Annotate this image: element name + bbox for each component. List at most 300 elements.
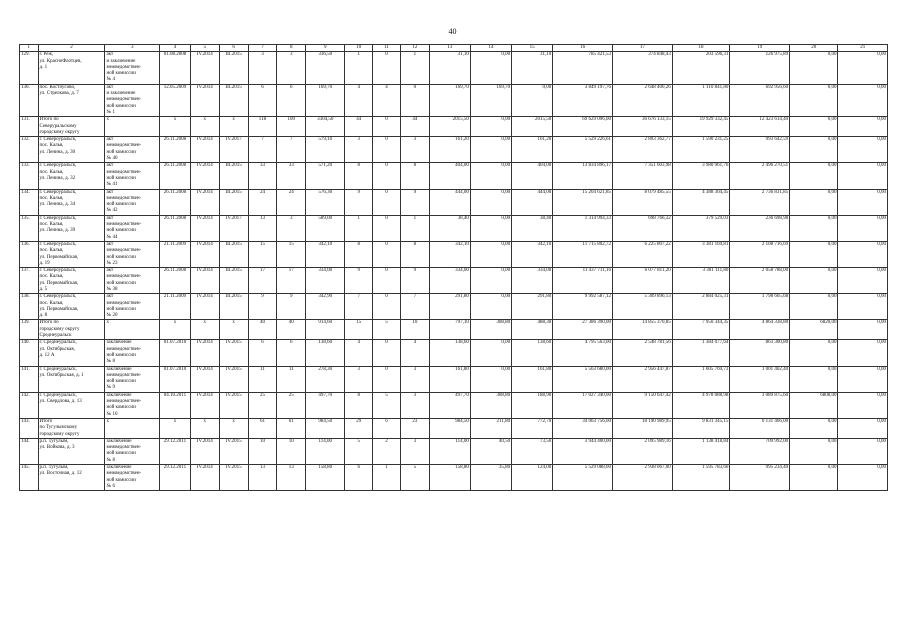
table-cell: III.2015 xyxy=(219,52,248,84)
table-cell: 2 496 270,51 xyxy=(730,163,790,189)
column-number-cell: 21 xyxy=(838,45,888,52)
table-cell: 25 xyxy=(277,392,306,418)
table-row xyxy=(20,294,888,320)
table-cell: р.п. Тугулым, ул. Войкова, д. 3 xyxy=(38,438,105,464)
table-cell: заключение межведомствен- ной комиссии № 9 xyxy=(105,366,160,392)
table-cell: 336,50 xyxy=(306,52,345,84)
table-cell: 7 xyxy=(400,294,429,320)
table-cell: 0,00 xyxy=(838,366,888,392)
table-cell: 29.12.2011 xyxy=(160,438,191,464)
column-number-cell: 12 xyxy=(400,45,429,52)
table-cell: 4 978 088,98 xyxy=(672,392,730,418)
table-cell: 132. xyxy=(20,137,39,163)
table-cell: IV.2014 xyxy=(190,366,219,392)
column-number-cell: 1 xyxy=(20,45,39,52)
table-cell: IV.2015 xyxy=(219,465,248,491)
table-cell: акт межведомствен- ной комиссии № 42 xyxy=(105,189,160,215)
table-cell: 0,00 xyxy=(470,189,511,215)
table-cell: 291,80 xyxy=(512,294,553,320)
table-cell: 5 529 226,61 xyxy=(553,137,613,163)
table-cell: 5 xyxy=(400,465,429,491)
table-cell: IV.2015 xyxy=(219,366,248,392)
table-cell: 0,00 xyxy=(838,294,888,320)
table-cell: x xyxy=(105,320,160,340)
table-cell: 5 xyxy=(373,320,401,340)
table-row xyxy=(20,137,888,163)
table-cell: 14 855 370,85 xyxy=(612,320,672,340)
table-cell: 13 xyxy=(248,465,277,491)
table-cell: 2 893 362,77 xyxy=(612,137,672,163)
table-cell: 134. xyxy=(20,189,39,215)
column-number-cell: 17 xyxy=(612,45,672,52)
table-cell: 0,00 xyxy=(838,418,888,438)
table-cell: 13 xyxy=(277,465,306,491)
table-cell: 19 929 332,45 xyxy=(672,117,730,137)
table-cell: 7 950 344,35 xyxy=(672,320,730,340)
table-cell: 0,00 xyxy=(838,163,888,189)
table-cell: Итого по городскому округу Среднеуральск xyxy=(38,320,105,340)
table-cell: 0,00 xyxy=(790,163,838,189)
table-cell: 3 xyxy=(248,52,277,84)
table-cell: 04.10.2011 xyxy=(160,392,191,418)
table-cell: 8 xyxy=(400,241,429,267)
table-cell: 169,70 xyxy=(470,84,511,116)
table-cell: 308,80 xyxy=(470,320,511,340)
table-cell: р.п. Тугулым, ул. Восточная, д. 12 xyxy=(38,465,105,491)
table-cell: 589,00 xyxy=(306,215,345,241)
table-cell: 2 736 831,85 xyxy=(730,189,790,215)
table-cell: 138. xyxy=(20,294,39,320)
table-cell: 0,00 xyxy=(790,137,838,163)
table-cell: 8 079 485,55 xyxy=(612,189,672,215)
table-cell: 73,50 xyxy=(512,438,553,464)
table-cell: 17 xyxy=(277,268,306,294)
table-cell: 01.07.2010 xyxy=(160,366,191,392)
table-cell: 709 992,00 xyxy=(730,438,790,464)
table-cell: 0 xyxy=(373,117,401,137)
table-cell: 772,70 xyxy=(512,418,553,438)
table-cell: 0 xyxy=(400,84,429,116)
table-cell: 0 xyxy=(373,294,401,320)
table-row xyxy=(20,366,888,392)
column-number-cell: 13 xyxy=(429,45,470,52)
table-cell: 10 xyxy=(277,438,306,464)
table-cell: 3 xyxy=(277,215,306,241)
table-cell: 2015,50 xyxy=(429,117,470,137)
table-cell: x xyxy=(105,418,160,438)
table-cell: 3 xyxy=(400,438,429,464)
table-cell: 6 131 466,00 xyxy=(730,418,790,438)
table-cell: 9 xyxy=(345,268,373,294)
table-cell: 15 204 621,85 xyxy=(553,189,613,215)
table-cell: г. Североуральск, пос. Калья, ул. Ленина, д. 30 xyxy=(38,137,105,163)
table-cell: 3 089 875,60 xyxy=(730,392,790,418)
table-cell: 0,00 xyxy=(470,52,511,84)
table-cell: 0 xyxy=(373,189,401,215)
table-row xyxy=(20,117,888,137)
table-cell: 118 xyxy=(248,117,277,137)
table-cell: 169,70 xyxy=(306,84,345,116)
table-cell: 6 225 807,22 xyxy=(612,241,672,267)
table-cell: 61 xyxy=(277,418,306,438)
table-row xyxy=(20,465,888,491)
table-cell: 10 xyxy=(400,320,429,340)
table-cell: 129. xyxy=(20,52,39,84)
table-cell: 0,00 xyxy=(790,189,838,215)
table-cell: 38,40 xyxy=(512,215,553,241)
table-cell: г. Североуральск, пос. Калья, ул. Ленина, д. 39 xyxy=(38,215,105,241)
table-cell: 5 563 680,00 xyxy=(553,366,613,392)
table-cell: 308,80 xyxy=(470,392,511,418)
table-cell: 145. xyxy=(20,465,39,491)
table-cell: 0,00 xyxy=(838,438,888,464)
table-cell: 6 xyxy=(248,84,277,116)
table-cell: IV.2014 xyxy=(190,163,219,189)
table-cell: 5 309 896,13 xyxy=(612,294,672,320)
table-cell: 26.11.2008 xyxy=(160,137,191,163)
table-cell: 0,00 xyxy=(838,84,888,116)
table-cell: 33 xyxy=(248,163,277,189)
table-cell: 579,10 xyxy=(306,137,345,163)
table-cell: 9 831 345,15 xyxy=(672,418,730,438)
table-cell: 0 xyxy=(373,52,401,84)
table-cell: 142. xyxy=(20,392,39,418)
table-cell: 01.07.2010 xyxy=(160,340,191,366)
table-cell: 1 590 231,25 xyxy=(672,137,730,163)
table-cell: 2 108 716,69 xyxy=(730,241,790,267)
table-cell: 11 715 802,72 xyxy=(553,241,613,267)
table-cell: 1 xyxy=(345,52,373,84)
table-cell: 0,00 xyxy=(470,163,511,189)
table-cell: 334,00 xyxy=(512,268,553,294)
table-cell: 497,70 xyxy=(429,392,470,418)
table-cell: г. Североуральск, пос. Калья, ул. Ленина, д. 32 xyxy=(38,163,105,189)
table-cell: 12 423 614,40 xyxy=(730,117,790,137)
column-number-cell: 14 xyxy=(470,45,511,52)
table-cell: 4 xyxy=(400,340,429,366)
table-cell: 137. xyxy=(20,268,39,294)
table-cell: 188,90 xyxy=(512,392,553,418)
table-cell: IV.2017 xyxy=(219,137,248,163)
table-cell: IV.2014 xyxy=(190,137,219,163)
table-cell: 0 xyxy=(373,241,401,267)
table-cell: 2 938 067,00 xyxy=(612,465,672,491)
table-cell: 6 077 811,20 xyxy=(612,268,672,294)
table-cell: 0,00 xyxy=(470,294,511,320)
table-cell: акт межведомствен- ной комиссии № 23 xyxy=(105,241,160,267)
column-number-cell: 3 xyxy=(105,45,160,52)
table-cell: г. Североуральск, пос. Калья, ул. Первомайская, д. 19 xyxy=(38,241,105,267)
table-cell: 404,00 xyxy=(429,163,470,189)
table-cell: 0,00 xyxy=(838,392,888,418)
table-cell: 69 629 096,00 xyxy=(553,117,613,137)
table-cell: 984,50 xyxy=(306,418,345,438)
table-row xyxy=(20,392,888,418)
table-cell: 40 xyxy=(277,320,306,340)
table-cell: IV.2015 xyxy=(219,340,248,366)
table-cell: 143. xyxy=(20,418,39,438)
table-cell: 13 xyxy=(248,215,277,241)
table-cell: 1 384 077,64 xyxy=(672,340,730,366)
table-cell: 7 xyxy=(345,294,373,320)
table-cell: 11 xyxy=(248,366,277,392)
table-row xyxy=(20,52,888,84)
table-row xyxy=(20,241,888,267)
table-cell: 0,00 xyxy=(790,418,838,438)
table-cell: 0,00 xyxy=(470,241,511,267)
table-cell: 01.08.2008 xyxy=(160,52,191,84)
table-cell: 169,70 xyxy=(429,84,470,116)
table-cell: 114,00 xyxy=(306,438,345,464)
table-cell: 2 884 025,31 xyxy=(672,294,730,320)
column-number-cell: 9 xyxy=(306,45,345,52)
table-row xyxy=(20,84,888,116)
table-cell: IV.2014 xyxy=(190,268,219,294)
table-cell: 4 795 563,00 xyxy=(553,340,613,366)
table-cell: 1 xyxy=(345,215,373,241)
table-cell: IV.2014 xyxy=(190,438,219,464)
table-cell: x xyxy=(190,117,219,137)
table-cell: 0,00 xyxy=(838,189,888,215)
table-cell: 10 xyxy=(248,438,277,464)
table-cell: 3 xyxy=(345,137,373,163)
table-cell: 6820,00 xyxy=(790,320,838,340)
table-cell: 26.11.2008 xyxy=(160,215,191,241)
table-cell: 26.11.2008 xyxy=(160,189,191,215)
table-cell: 9 xyxy=(345,189,373,215)
table-cell: 26.11.2008 xyxy=(160,268,191,294)
table-cell: 11 xyxy=(277,366,306,392)
table-cell: 0 xyxy=(373,163,401,189)
table-cell: 1 001 462,40 xyxy=(730,366,790,392)
table-cell: 334,00 xyxy=(306,268,345,294)
table-cell: 15 xyxy=(248,241,277,267)
table-cell: 0,00 xyxy=(838,215,888,241)
table-cell: г. Реж, ул. КрасноФлотцев, д. 1 xyxy=(38,52,105,84)
table-cell: 38,40 xyxy=(429,215,470,241)
table-cell: 0,00 xyxy=(470,215,511,241)
table-cell: 26.11.2008 xyxy=(160,163,191,189)
table-cell: 161,20 xyxy=(512,137,553,163)
table-row xyxy=(20,163,888,189)
table-cell: заключение межведомствен- ной комиссии № 10 xyxy=(105,392,160,418)
table-cell: 1 314 994,33 xyxy=(553,215,613,241)
table-cell: 130. xyxy=(20,84,39,116)
table-cell: 278,30 xyxy=(306,366,345,392)
table-cell: 35,80 xyxy=(470,465,511,491)
table-cell: 0,00 xyxy=(790,366,838,392)
table-cell: 0,00 xyxy=(838,137,888,163)
table-cell: IV.2014 xyxy=(190,241,219,267)
table-cell: 7 351 603,98 xyxy=(612,163,672,189)
table-cell: 488,30 xyxy=(512,320,553,340)
table-cell: 9 xyxy=(248,294,277,320)
table-cell: 3 xyxy=(345,366,373,392)
table-cell: 29 xyxy=(345,418,373,438)
table-cell: 914,60 xyxy=(306,320,345,340)
table-cell: 2 648 400,26 xyxy=(612,84,672,116)
table-cell: 133. xyxy=(20,163,39,189)
table-cell: заключение межведомствен- ной комиссии № 8 xyxy=(105,340,160,366)
table-cell: 2 548 781,56 xyxy=(612,340,672,366)
table-cell: x xyxy=(219,320,248,340)
table-cell: 0,00 xyxy=(838,117,888,137)
table-cell: г. Североуральск, пос. Калья, ул. Первомайская, д. 8 xyxy=(38,294,105,320)
table-cell: 114,00 xyxy=(429,438,470,464)
table-cell: акт межведомствен- ной комиссии № 44 xyxy=(105,215,160,241)
table-row xyxy=(20,340,888,366)
table-cell: 0,00 xyxy=(790,84,838,116)
table-cell: 11 437 711,16 xyxy=(553,268,613,294)
table-cell: 7 xyxy=(248,137,277,163)
table-cell: 3 944 400,00 xyxy=(553,438,613,464)
table-row xyxy=(20,189,888,215)
table-cell: x xyxy=(160,418,191,438)
table-cell: 25 xyxy=(248,392,277,418)
table-cell: 15 xyxy=(345,320,373,340)
table-cell: 995 234,40 xyxy=(730,465,790,491)
table-cell: 5 xyxy=(345,438,373,464)
table-cell: x xyxy=(190,418,219,438)
table-cell: 9 992 587,12 xyxy=(553,294,613,320)
column-number-cell: 19 xyxy=(730,45,790,52)
table-cell: 0 xyxy=(373,215,401,241)
table-cell: 138,60 xyxy=(429,340,470,366)
table-cell: 0,00 xyxy=(512,84,553,116)
table-cell: 3304,50 xyxy=(306,117,345,137)
table-cell: 31,10 xyxy=(429,52,470,84)
table-cell: III.2015 xyxy=(219,294,248,320)
table-cell: IV.2014 xyxy=(190,340,219,366)
table-cell: 0,00 xyxy=(838,465,888,491)
table-cell: 2 956 447,87 xyxy=(612,366,672,392)
table-cell: IV.2014 xyxy=(190,392,219,418)
table-cell: 0,00 xyxy=(790,438,838,464)
table-cell: IV.2014 xyxy=(190,294,219,320)
table-cell: 444,00 xyxy=(429,189,470,215)
column-number-cell: 2 xyxy=(38,45,105,52)
table-cell: 138,60 xyxy=(306,340,345,366)
table-cell: 576,30 xyxy=(306,189,345,215)
table-cell: 444,00 xyxy=(512,189,553,215)
table-cell: 141. xyxy=(20,366,39,392)
table-cell: 0,00 xyxy=(470,137,511,163)
table-cell: Итого по Тугулымскому городскому округу xyxy=(38,418,105,438)
table-cell: 4 388 304,45 xyxy=(672,189,730,215)
table-cell: 203 596,31 xyxy=(672,52,730,84)
table-cell: x xyxy=(219,418,248,438)
table-cell: 7 xyxy=(277,137,306,163)
page-number: 40 xyxy=(448,27,457,36)
table-cell: 124,00 xyxy=(512,465,553,491)
table-cell: 698 766,32 xyxy=(612,215,672,241)
table-cell: 0,00 xyxy=(838,320,888,340)
table-cell: 6 xyxy=(345,465,373,491)
table-cell: 158,80 xyxy=(429,465,470,491)
table-cell: 27 386 390,00 xyxy=(553,320,613,340)
table-cell: 4 864 338,80 xyxy=(730,320,790,340)
table-cell: IV.2014 xyxy=(190,52,219,84)
table-row xyxy=(20,268,888,294)
column-number-cell: 10 xyxy=(345,45,373,52)
table-cell: 0,00 xyxy=(470,268,511,294)
table-cell: г. Североуральск, пос. Калья, ул. Ленина, д. 34 xyxy=(38,189,105,215)
column-number-row xyxy=(20,45,888,52)
table-cell: 36 676 133,15 xyxy=(612,117,672,137)
table-cell: 0,00 xyxy=(470,340,511,366)
column-number-cell: 18 xyxy=(672,45,730,52)
table-cell: 692 956,60 xyxy=(730,84,790,116)
column-number-cell: 6 xyxy=(219,45,248,52)
table-cell: 2 058 788,00 xyxy=(730,268,790,294)
table-cell: 3 xyxy=(400,137,429,163)
table-cell: 9 xyxy=(400,189,429,215)
table-cell: 8 xyxy=(345,241,373,267)
table-cell: пос. Костоусово, ул. Стрелкова, д. 7 xyxy=(38,84,105,116)
table-cell: 161,80 xyxy=(512,366,553,392)
table-cell: 138,60 xyxy=(512,340,553,366)
table-cell: 2 095 989,16 xyxy=(612,438,672,464)
table-cell: 3 849 197,76 xyxy=(553,84,613,116)
table-cell: 5 xyxy=(373,392,401,418)
table-cell: 497,70 xyxy=(306,392,345,418)
table-cell: 44 xyxy=(400,117,429,137)
column-number-cell: 7 xyxy=(248,45,277,52)
table-cell: 161,80 xyxy=(429,366,470,392)
table-cell: 131. xyxy=(20,117,39,137)
table-cell: 44 xyxy=(345,117,373,137)
table-cell: 2015,50 xyxy=(512,117,553,137)
table-cell: x xyxy=(160,117,191,137)
table-cell: 0,00 xyxy=(838,268,888,294)
table-cell: III.2015 xyxy=(219,84,248,116)
table-cell: 0,00 xyxy=(790,268,838,294)
table-cell: Итого по Северуральскому городскому округу xyxy=(38,117,105,137)
table-cell: 40 xyxy=(248,320,277,340)
housing-register-table xyxy=(19,44,888,491)
table-cell: 3 xyxy=(400,366,429,392)
table-cell: 144. xyxy=(20,438,39,464)
table-cell: 9 150 647,42 xyxy=(612,392,672,418)
table-cell: 23 xyxy=(400,418,429,438)
table-cell: 1 138 418,84 xyxy=(672,438,730,464)
table-cell: 4 xyxy=(373,84,401,116)
table-cell: IV.2014 xyxy=(190,215,219,241)
table-cell: 863 300,80 xyxy=(730,340,790,366)
column-number-cell: 16 xyxy=(553,45,613,52)
table-cell: 1 xyxy=(400,215,429,241)
table-cell: 3 301 111,80 xyxy=(672,268,730,294)
table-cell: акт и заключение межведомствен- ной комиссии № 1 xyxy=(105,84,160,116)
table-cell: 0,00 xyxy=(790,241,838,267)
table-cell: 140. xyxy=(20,340,39,366)
table-cell: 342,10 xyxy=(429,241,470,267)
table-row xyxy=(20,418,888,438)
table-cell: акт и заключение межведомствен- ной комиссии № 4 xyxy=(105,52,160,84)
table-cell: 3 xyxy=(277,52,306,84)
table-cell: г. Среднеуральск, ул. Октябрьская, д. 1 xyxy=(38,366,105,392)
table-cell: 8 xyxy=(345,163,373,189)
table-cell: 0,00 xyxy=(790,52,838,84)
table-cell: IV.2015 xyxy=(219,438,248,464)
table-cell: 5 529 088,00 xyxy=(553,465,613,491)
table-cell: 24 xyxy=(248,189,277,215)
table-cell: 0,00 xyxy=(470,117,511,137)
table-row xyxy=(20,320,888,340)
table-cell: 2 xyxy=(373,438,401,464)
table-cell: 571,20 xyxy=(306,163,345,189)
table-cell: IV.2014 xyxy=(190,189,219,215)
